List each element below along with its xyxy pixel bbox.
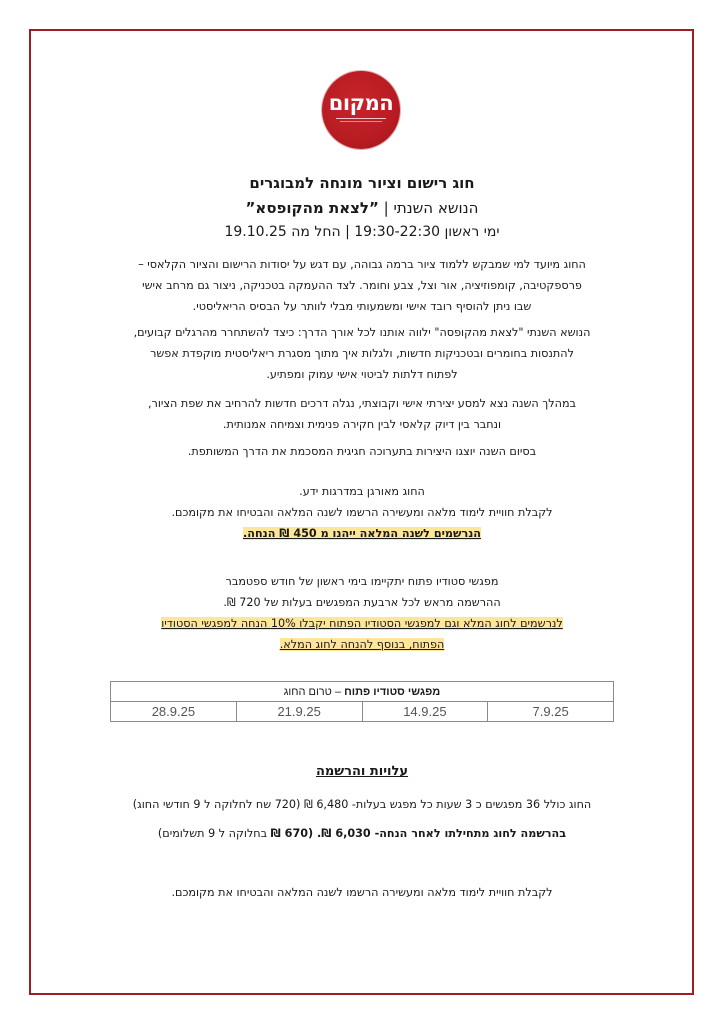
costs-title (0, 764, 724, 779)
theme-line (0, 199, 724, 217)
table-row (111, 702, 614, 722)
logo-tagline-stroke (336, 118, 386, 119)
journey-line: ונחבר בין דיוק קלאסי לבין חקירה פנימית וצמיחה אמנותית. (222, 418, 502, 431)
studio-discount-text: הפתוח, בנוסף להנחה לחוג המלא. (279, 638, 445, 651)
intro-line: החוג מיועד למי שמבקש ללמוד ציור ברמה גבוהה, עם דגש על יסודות הרישום והציור הקלאסי – (138, 258, 586, 271)
studio-line: ההרשמה מראש לכל ארבעת המפגשים בעלות של 720 ₪. (223, 596, 501, 609)
theme-name: ”לצאת מהקופסא” (245, 199, 379, 217)
costs-discount-bold: בהרשמה לחוג מתחילתו לאחר הנחה- 6,030 ₪. (670 ₪ (270, 827, 567, 840)
closing-line: לקבלת חוויית לימוד מלאה ומעשירה הרשמו לשנה המלאה והבטיחו את מקומכם. (171, 886, 553, 899)
intro-line: שבו ניתן להוסיף רובד אישי ומשמעותי מבלי לוותר על הבסיס הריאליסטי. (192, 300, 532, 313)
full-year-discount-text: הנרשמים לשנה המלאה ייהנו מ 450 ₪ הנחה. (243, 527, 481, 540)
intro-line: פרספקטיבה, קומפוזיציה, אור וצל, צבע וחומר. לצד ההעמקה בטכניקה, ניצור גם מרחב אישי (142, 279, 582, 292)
costs-discount-rest: בחלוקה ל 9 תשלומים) (157, 827, 271, 840)
costs-title-text: עלויות והרשמה (315, 764, 409, 779)
table-header-rest: – טרום החוג (283, 685, 345, 698)
logo-name: המקום (328, 91, 394, 115)
schedule-line: ימי ראשון 19:30-22:30 | החל מה 19.10.25 (224, 224, 500, 240)
logo-tagline-stroke (340, 121, 382, 122)
costs-line: החוג כולל 36 מפגשים כ 3 שעות כל מפגש בעלות- 6,480 ₪ (720 שח לחלוקה ל 9 חודשי החוג) (132, 798, 592, 811)
page-title: חוג רישום וציור מונחה למבוגרים (249, 174, 475, 192)
studio-line: מפגשי סטודיו פתוח יתקיימו בימי ראשון של חודש ספטמבר (225, 575, 499, 588)
studio-discount-text: לנרשמים לחוג המלא וגם למפגשי הסטודיו הפתוח יקבלו 10% הנחה למפגשי הסטודיו (161, 617, 563, 630)
exhibition-line: בסיום השנה יוצגו היצירות בתערוכה חגיגית המסכמת את הדרך המשותפת. (187, 445, 537, 458)
session-date: 28.9.25 (111, 702, 237, 722)
theme-paragraph-line: להתנסות בחומרים ובטכניקות חדשות, ולגלות איך מתוך מסגרת ריאליסטית מוקפדת אפשר (150, 347, 574, 360)
logo (322, 71, 400, 149)
theme-prefix: הנושא השנתי | (383, 199, 479, 217)
session-date: 21.9.25 (236, 702, 362, 722)
studio-discount (0, 634, 724, 655)
full-year-discount (0, 523, 724, 544)
studio-sessions-table (110, 681, 614, 722)
table-header-row (111, 682, 614, 702)
table-header-bold: מפגשי סטודיו פתוח (344, 685, 441, 698)
journey-line: במהלך השנה נצא למסע יצירתי אישי וקבוצתי, נגלה דרכים חדשות להרחיב את שפת הציור, (147, 397, 577, 410)
theme-paragraph-line: הנושא השנתי "לצאת מהקופסה" ילווה אותנו לכל אורך הדרך: כיצד להשתחרר מהרגלים קבועים, (133, 326, 591, 339)
studio-discount (0, 613, 724, 634)
table-header (111, 682, 614, 702)
session-date: 14.9.25 (362, 702, 488, 722)
levels-line: החוג מאורגן במדרגות ידע. (299, 485, 425, 498)
costs-discount-line (0, 823, 724, 844)
levels-line: לקבלת חוויית לימוד מלאה ומעשירה הרשמו לשנה המלאה והבטיחו את מקומכם. (171, 506, 553, 519)
theme-paragraph-line: לפתוח דלתות לביטוי אישי עמוק ומפתיע. (266, 368, 458, 381)
session-date: 7.9.25 (488, 702, 614, 722)
